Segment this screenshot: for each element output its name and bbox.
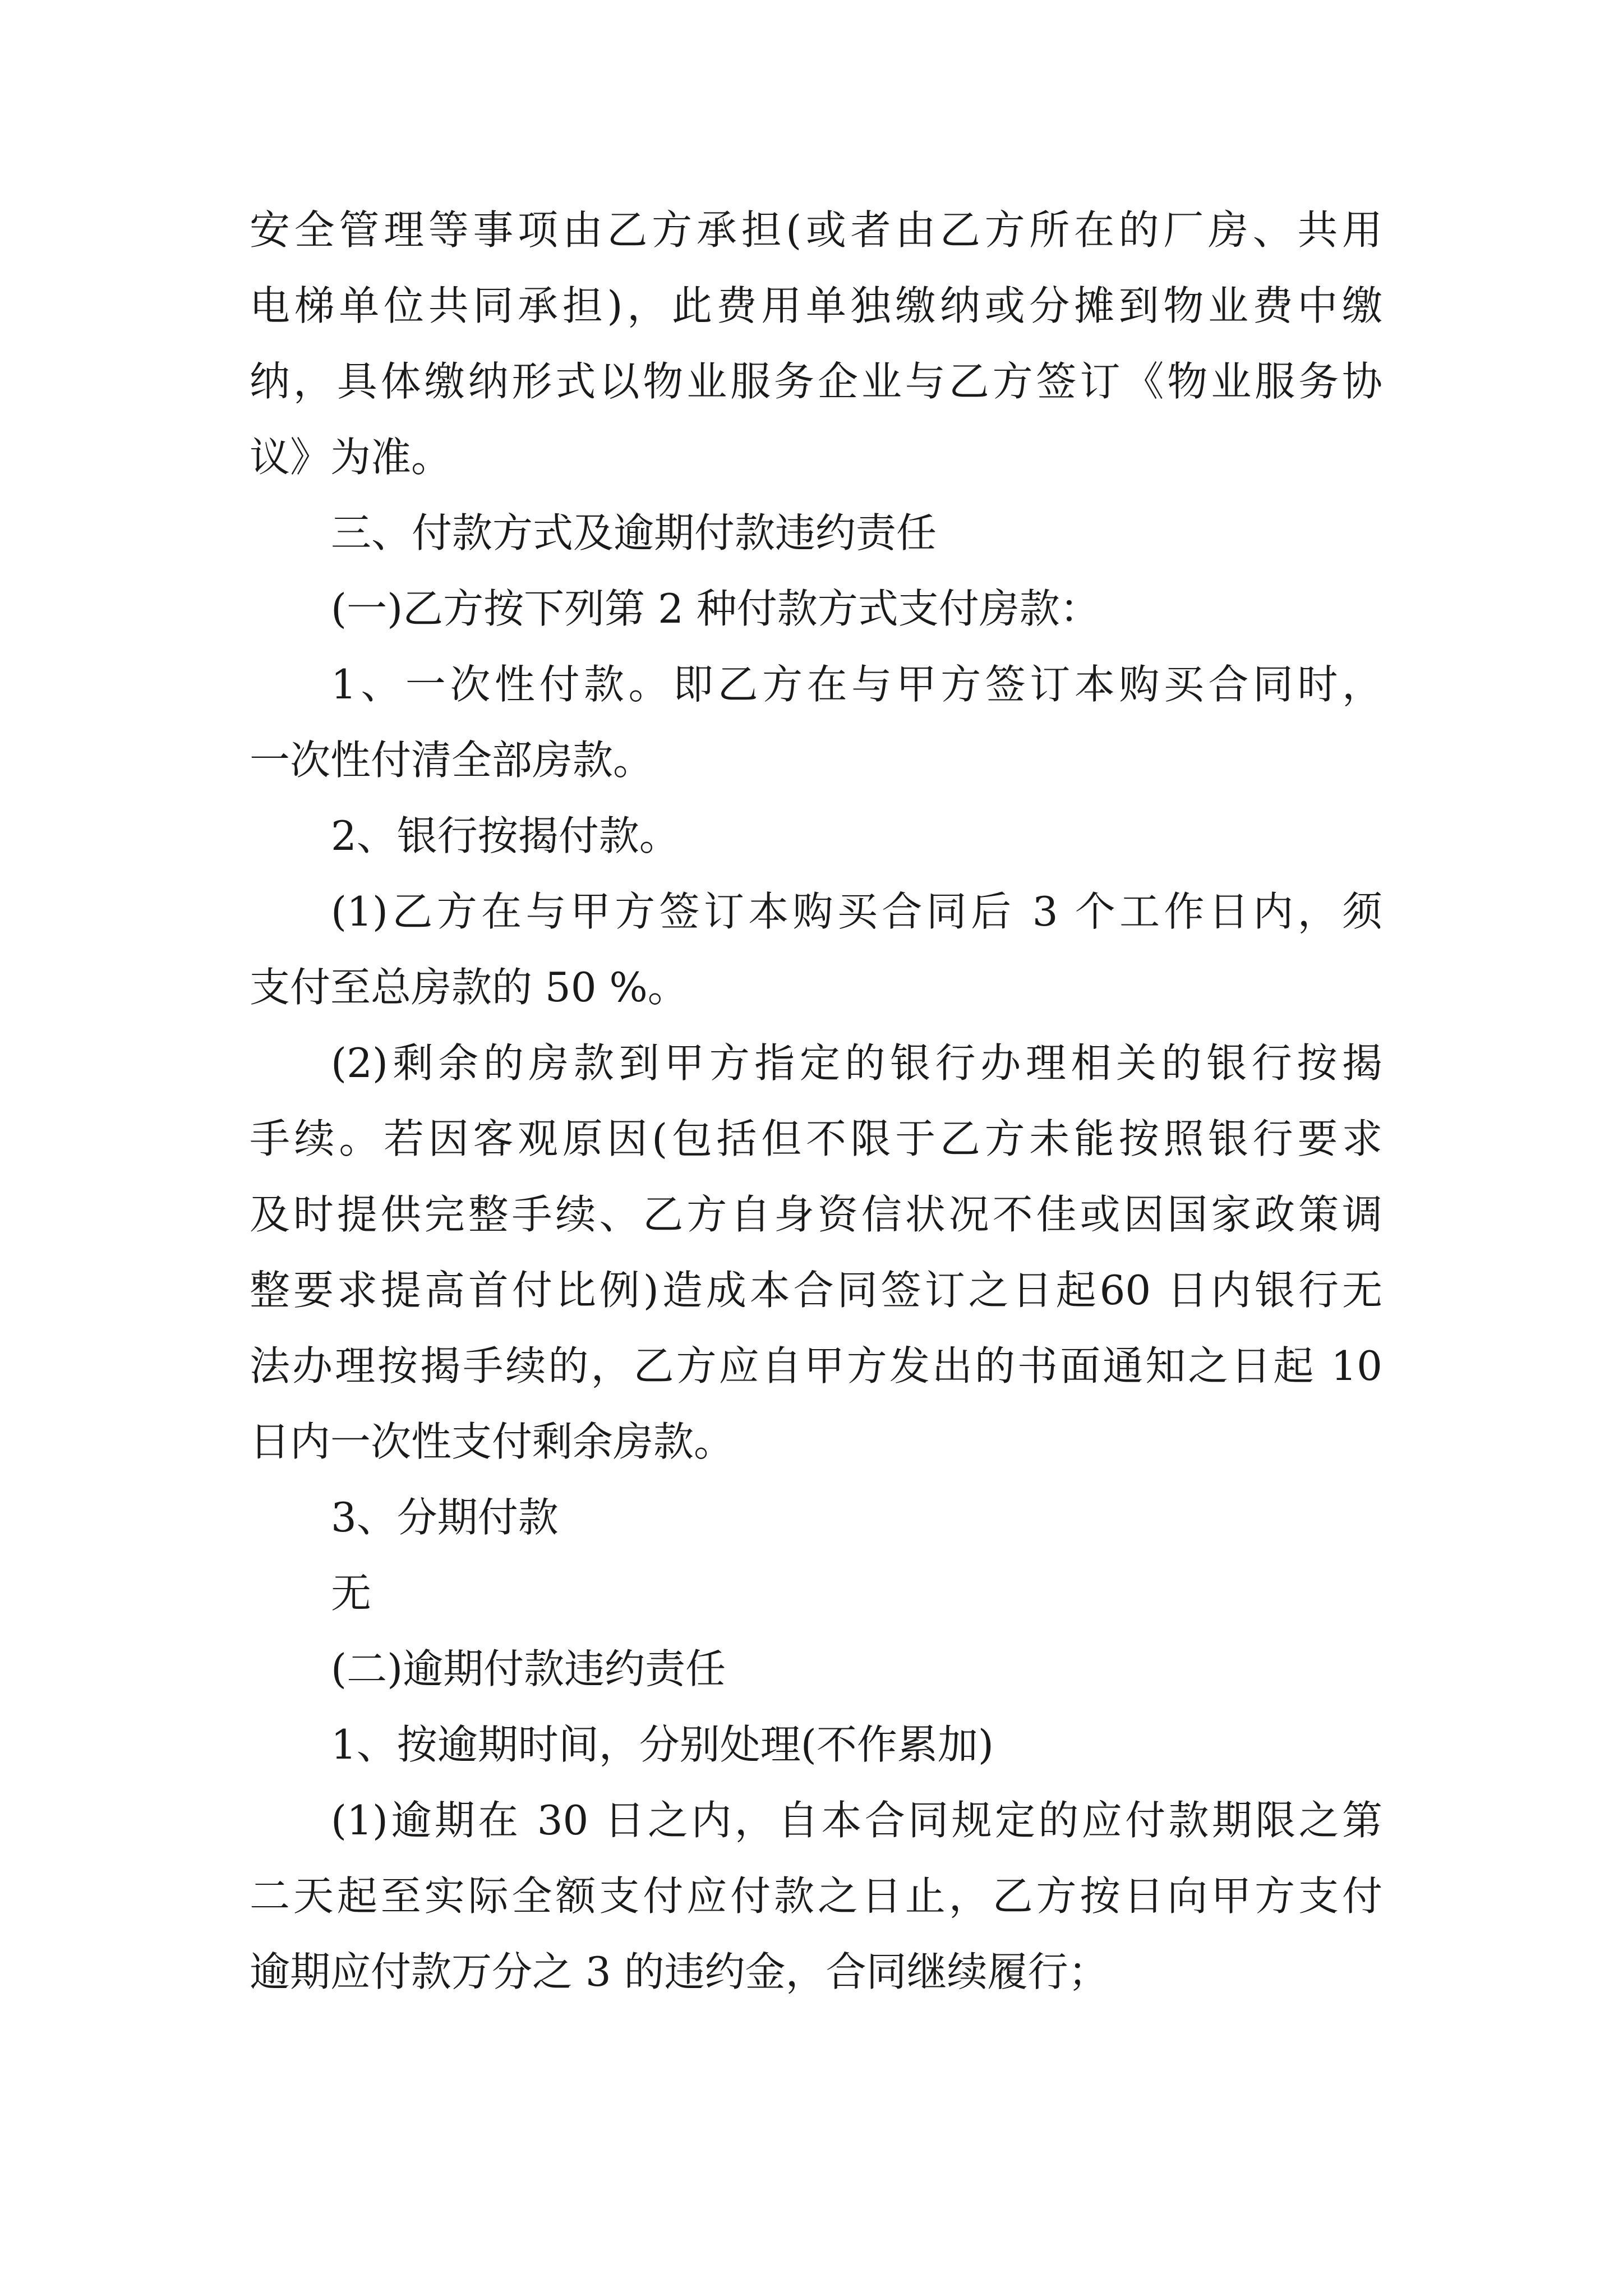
subsection-heading: (一)乙方按下列第 2 种付款方式支付房款： [331, 585, 1100, 632]
paragraph-line: 2、银行按揭付款。 [331, 812, 680, 859]
paragraph-line: 安全管理等事项由乙方承担(或者由乙方所在的厂房、共用 [250, 206, 1382, 254]
paragraph-line: 3、分期付款 [331, 1494, 559, 1541]
paragraph-line: 议》为准。 [250, 434, 452, 481]
paragraph-line: 一次性付清全部房款。 [250, 737, 654, 784]
paragraph-line: 1、一次性付款。即乙方在与甲方签订本购买合同时， [331, 661, 1382, 708]
paragraph-line: 逾期应付款万分之 3 的违约金，合同继续履行； [250, 1948, 1109, 1995]
paragraph-line: 法办理按揭手续的，乙方应自甲方发出的书面通知之日起 10 [250, 1342, 1382, 1389]
section-heading: 三、付款方式及逾期付款违约责任 [331, 509, 937, 556]
paragraph-line: 1、按逾期时间，分别处理(不作累加) [331, 1721, 994, 1768]
paragraph-line: 纳，具体缴纳形式以物业服务企业与乙方签订《物业服务协 [250, 358, 1382, 405]
paragraph-line: 电梯单位共同承担)，此费用单独缴纳或分摊到物业费中缴 [250, 282, 1382, 329]
paragraph-line: (1)乙方在与甲方签订本购买合同后 3 个工作日内，须 [331, 888, 1382, 935]
paragraph-line: 手续。若因客观原因(包括但不限于乙方未能按照银行要求 [250, 1115, 1382, 1162]
subsection-heading: (二)逾期付款违约责任 [331, 1645, 726, 1692]
paragraph-line: 无 [331, 1570, 372, 1617]
paragraph-line: 整要求提高首付比例)造成本合同签订之日起60 日内银行无 [250, 1267, 1382, 1314]
paragraph-line: 日内一次性支付剩余房款。 [250, 1418, 735, 1465]
paragraph-line: (1)逾期在 30 日之内，自本合同规定的应付款期限之第 [331, 1797, 1382, 1844]
paragraph-line: 支付至总房款的 50 %。 [250, 964, 688, 1011]
paragraph-line: 二天起至实际全额支付应付款之日止，乙方按日向甲方支付 [250, 1872, 1382, 1920]
paragraph-line: 及时提供完整手续、乙方自身资信状况不佳或因国家政策调 [250, 1191, 1382, 1238]
paragraph-line: (2)剩余的房款到甲方指定的银行办理相关的银行按揭 [331, 1039, 1382, 1087]
